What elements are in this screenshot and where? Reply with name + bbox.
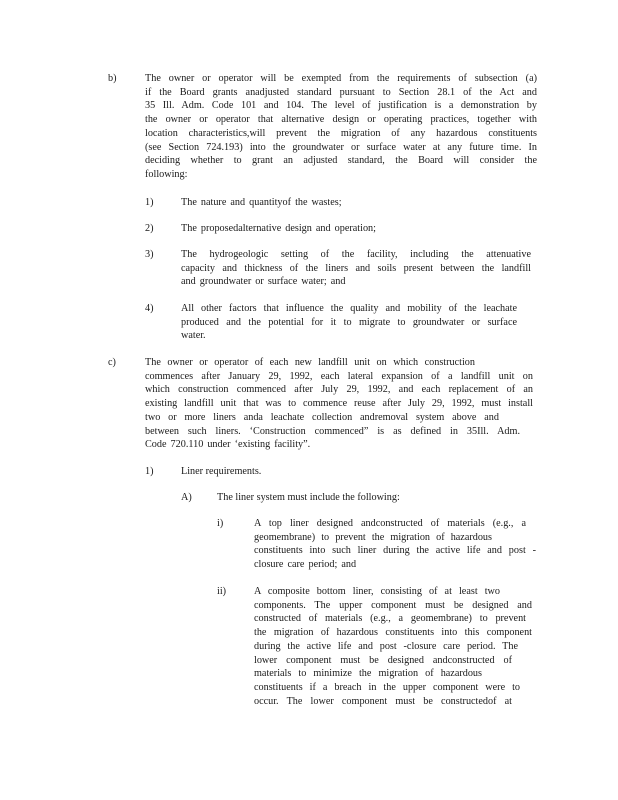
text-line: location characteristics,will prevent the migration of any hazardous constituents: [145, 127, 537, 139]
item-label-c1: 1): [145, 466, 154, 477]
text-line: deciding whether to grant an adjusted standard, the Board will consider the: [145, 155, 537, 167]
item-b2-text: [181, 222, 531, 236]
item-label-b4: 4): [145, 303, 154, 314]
text-line: All other factors that influence the quality and mobility of the leachate: [181, 303, 517, 314]
section-label-c: c): [108, 357, 116, 368]
text-line: two or more liners anda leachate collection andremoval system above and: [145, 411, 499, 423]
text-line: The nature and quantityof the wastes;: [181, 197, 342, 208]
subitem-A-text: The liner system must include the following:: [217, 492, 400, 503]
subsubitem-label-i: i): [217, 518, 224, 529]
text-line: following:: [145, 168, 188, 180]
text-line: produced and the potential for it to migrate to groundwater or surface: [181, 316, 517, 328]
text-line: during the active life and post -closure care period. The: [254, 640, 518, 652]
text-line: Code 720.110 under ‘existing facility”.: [145, 439, 311, 451]
text-line: lower component must be designed andconstructed of: [254, 654, 512, 666]
text-line: constructed of materials (e.g., a geomembrane) to prevent: [254, 613, 526, 625]
section-b-paragraph: [145, 72, 537, 182]
item-label-b2: 2): [145, 223, 154, 234]
subsubitem-ii-text: [254, 585, 532, 708]
text-line: The proposedalternative design and operation;: [181, 223, 376, 234]
text-line: The owner or operator will be exempted from the requirements of subsection (a): [145, 73, 537, 84]
text-line: The owner or operator of each new landfill unit on which construction: [145, 357, 475, 368]
item-c1-heading: Liner requirements.: [181, 466, 262, 477]
text-line: constituents into such liner during the active life and post -: [254, 545, 536, 557]
text-line: if the Board grants anadjusted standard pursuant to Section 28.1 of the Act and: [145, 86, 537, 98]
text-line: commences after January 29, 1992, each lateral expansion of a landfill unit on: [145, 370, 533, 382]
text-line: 35 Ill. Adm. Code 101 and 104. The level of justification is a demonstration by: [145, 100, 537, 112]
item-b4-text: [181, 302, 517, 343]
text-line: the migration of hazardous constituents into this component: [254, 627, 532, 639]
text-line: existing landfill unit that was to commence reuse after July 29, 1992, must install: [145, 398, 533, 410]
item-b1-text: [181, 196, 531, 210]
section-label-b: b): [108, 73, 117, 84]
subsubitem-label-ii: ii): [217, 586, 227, 597]
text-line: materials to minimize the migration of hazardous: [254, 668, 482, 680]
item-label-b1: 1): [145, 197, 154, 208]
subsubitem-i-text: [254, 517, 536, 572]
text-line: A top liner designed andconstructed of materials (e.g., a: [254, 518, 526, 529]
subitem-label-A: A): [181, 492, 192, 503]
text-line: occur. The lower component must be constructedof at: [254, 695, 512, 707]
text-line: closure care period; and: [254, 559, 357, 571]
section-c-paragraph: [145, 356, 533, 452]
text-line: geomembrane) to prevent the migration of hazardous: [254, 531, 492, 543]
item-label-b3: 3): [145, 249, 154, 260]
text-line: water.: [181, 330, 206, 342]
text-line: (see Section 724.193) into the groundwater or surface water at any future time. In: [145, 141, 537, 153]
text-line: capacity and thickness of the liners and soils present between the landfill: [181, 262, 531, 274]
text-line: and groundwater or surface water; and: [181, 276, 346, 288]
text-line: the owner or operator that alternative design or operating practices, together with: [145, 114, 537, 126]
item-b3-text: [181, 248, 531, 289]
text-line: components. The upper component must be designed and: [254, 599, 532, 611]
text-line: The hydrogeologic setting of the facility, including the attenuative: [181, 249, 531, 260]
text-line: constituents if a breach in the upper component were to: [254, 681, 520, 693]
text-line: which construction commenced after July 29, 1992, and each replacement of an: [145, 384, 533, 396]
text-line: A composite bottom liner, consisting of at least two: [254, 586, 500, 597]
text-line: between such liners. ‘Construction commenced” is as defined in 35Ill. Adm.: [145, 425, 520, 437]
